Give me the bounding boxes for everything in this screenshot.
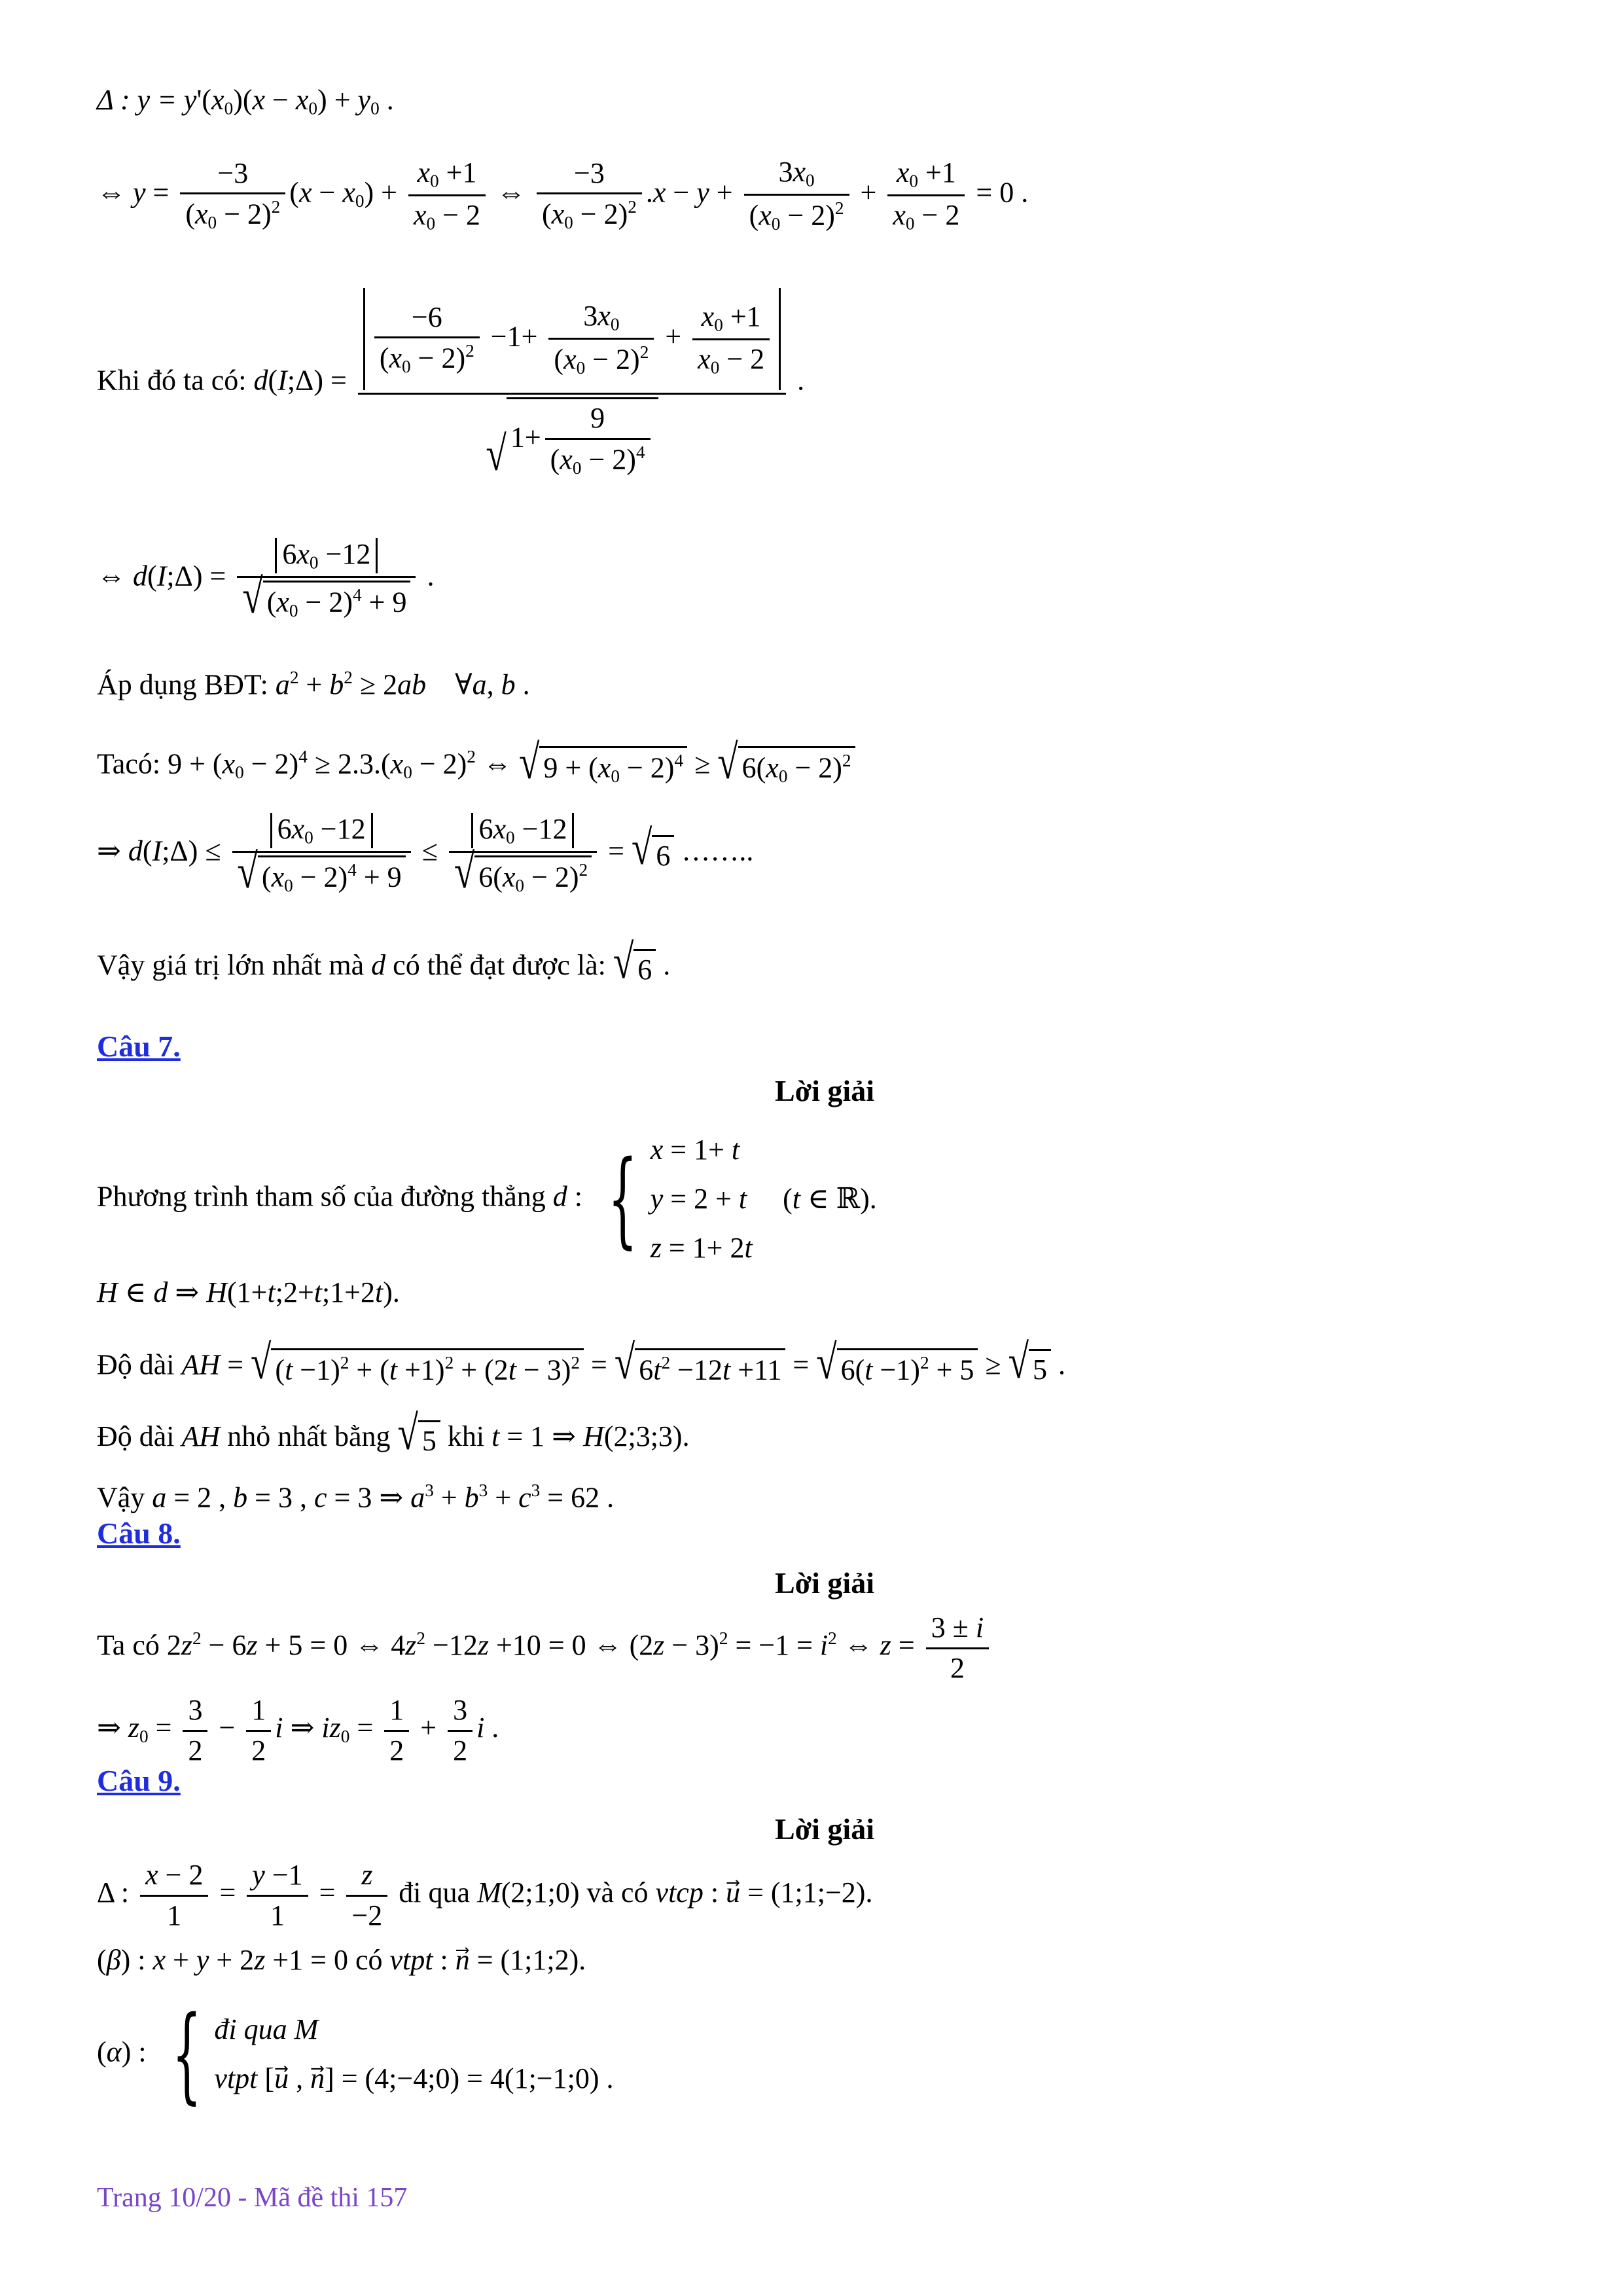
question-8-heading: Câu 8. <box>97 1516 181 1550</box>
va-co-label: và có <box>586 1876 649 1909</box>
min-ah: Độ dài AH nhỏ nhất bằng √ 5 khi t = 1 ⇒ H(2;3;3). <box>97 1407 690 1461</box>
co-label: có <box>355 1944 383 1976</box>
ap-dung-label: Áp dụng BĐT: <box>97 668 268 701</box>
length-ah: Độ dài AH = √ $(t -1)^2 + (t +1)^2 + (2t - 3)^2$ = √ $6t^2 -12t +11$ = √ $6(t -1)^2 + 5$ ≥ √ 5 . <box>97 1335 1065 1390</box>
plane-beta: (β) : x + y + 2z +1 = 0 có vtpt : n⃗ = (1;1;2). <box>97 1944 586 1976</box>
tangent-equation: Δ : $y = y'(x_0)(x - x_0) + y_0$ . <box>97 84 394 118</box>
solution-heading-9: Lời giải <box>775 1812 874 1846</box>
am-gm-line: Áp dụng BĐT: $a^2 + b^2 \ge 2ab$ ∀a, b . <box>97 668 530 701</box>
distance-simplified: ⇔ d(I;Δ) = $6x_0 -12$ √ $(x_0 - 2)^4 + 9$ . <box>97 537 435 624</box>
inequality-line: Tacó: $9 + (x_0 - 2)^4 \ge 2.3.(x_0 - 2)^2$ ⇔ √ $9 + (x_0 - 2)^4$ ≥ √ $6(x_0 - 2)^2$ <box>97 746 855 787</box>
page-footer: Trang 10/20 - Mã đề thi 157 <box>97 2183 408 2213</box>
result-62: Vậy a = 2 , b = 3 , c = 3 ⇒ $a^3 + b^3 + c^3 = 62$ . <box>97 1480 615 1514</box>
question-7-heading: Câu 7. <box>97 1030 181 1063</box>
solution-heading-7: Lời giải <box>775 1074 874 1107</box>
taco-label: Tacó: <box>97 747 161 780</box>
max-conclusion: Vậy giá trị lớn nhất mà d có thể đạt được là: √ 6 . <box>97 935 671 990</box>
point-h: H ∈ d ⇒ H(1+t;2+t;1+2t). <box>97 1276 400 1308</box>
solution-heading-8: Lời giải <box>775 1566 874 1600</box>
distance-bound: ⇒ d(I;Δ) ≤ $6x_0 -12$ √ $(x_0 - 2)^4 + 9$ ≤ $6x_0 -12$ √ $6(x_0 - 2)^2$ = √ 6 …….. <box>97 812 754 899</box>
parametric-equation: Phương trình tham số của đường thẳng d : { x = 1+ t y = 2 + t (t ∈ ℝ). z = 1+ 2t <box>97 1134 877 1264</box>
do-dai-label: Độ dài <box>97 1348 175 1381</box>
di-qua-label: đi qua <box>399 1876 471 1909</box>
vay-label: Vậy <box>97 1481 145 1514</box>
distance-formula: Khi đó ta có: d(I;Δ) = $\frac{-6}{(x_0 - 2)^2}$ −1+ $\frac{3x_0}{(x_0 - 2)^2}$ + $\frac{x_0 +1}{x_0 - 2}$ √ 1+ $\frac{9}{(x_0 - 2)^4}$ . <box>97 288 804 478</box>
tangent-expanded: ⇔ y = $\frac{-3}{(x_0 - 2)^2}$ $(x - x_0)$ + $\frac{x_0 +1}{x_0 - 2}$ ⇔ $\frac{-3}{(x_0 - 2)^2}$ .x − y + $\frac{3x_0}{(x_0 - 2)^2}$ + $\frac{x_0 +1}{x_0 - 2}$ = 0 . <box>97 156 1029 234</box>
plane-alpha: (α) : { đi qua M vtpt [u⃗ , n⃗] = (4;−4;0) = 4(1;−1;0) . <box>97 1994 614 2115</box>
do-dai-label-2: Độ dài <box>97 1420 175 1452</box>
khi-do-label: Khi đó ta có: <box>97 364 247 397</box>
ta-co-label: Ta có <box>97 1629 160 1662</box>
question-9-heading: Câu 9. <box>97 1764 181 1797</box>
vay-text: Vậy giá trị lớn nhất mà <box>97 949 365 981</box>
param-label: Phương trình tham số của đường thẳng <box>97 1180 546 1213</box>
vay-text-2: có thể đạt được là: <box>393 949 606 981</box>
khi-label: khi <box>447 1420 485 1452</box>
nho-nhat-label: nhỏ nhất bằng <box>227 1420 391 1452</box>
complex-result: ⇒ $z_0$ = $\frac{3}{2}$ − $\frac{1}{2}$ i ⇒ $iz_0$ = $\frac{1}{2}$ + $\frac{3}{2}$ i . <box>97 1694 499 1767</box>
line-delta: Δ : $\frac{x - 2}{1}$ = $\frac{y -1}{1}$ = $\frac{z}{-2}$ đi qua M(2;1;0) và có vtcp : u⃗ = (1;1;−2). <box>97 1859 873 1931</box>
complex-equation: Ta có $2z^2 - 6z + 5 = 0$ ⇔ $4z^2 -12z +10 = 0$ ⇔ $(2z - 3)^2 = -1 = i^2$ ⇔ z = $\frac{3 \pm i}{2}$ <box>97 1611 993 1685</box>
